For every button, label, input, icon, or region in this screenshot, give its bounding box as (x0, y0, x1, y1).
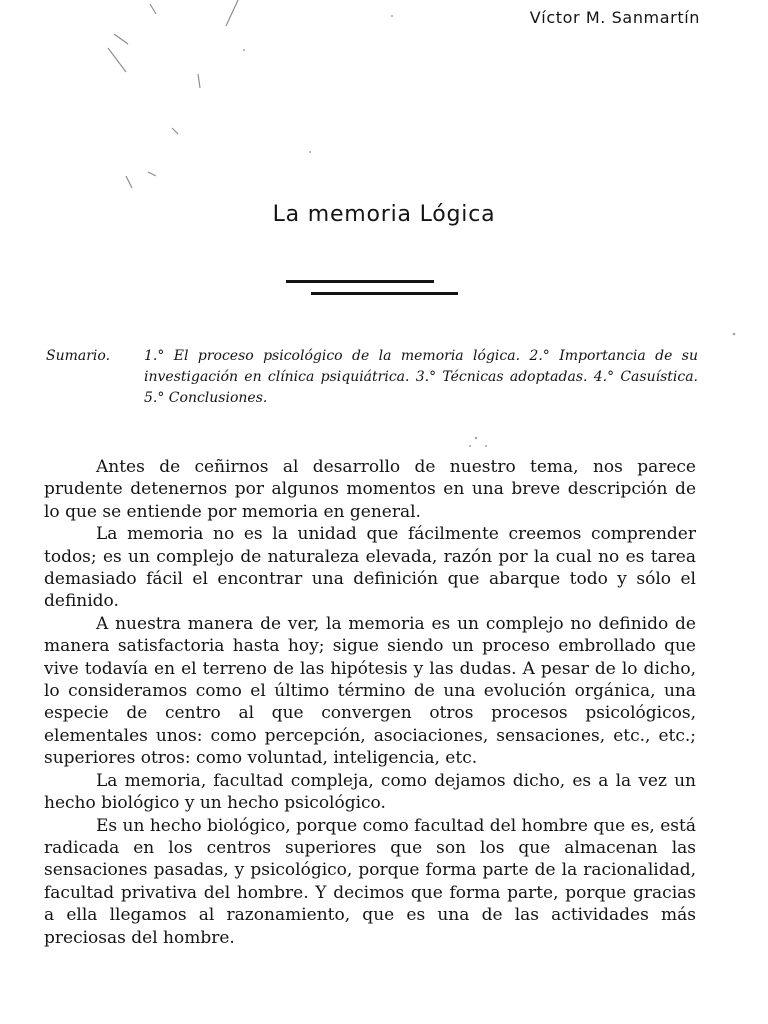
paragraph: A nuestra manera de ver, la memoria es un complejo no definido de manera satisfactoria hasta hoy; sigue siendo un proceso embrollado que vive todavía en el terreno de las hipótesis y las dudas. A pesar de lo dicho, lo consideramos como el último término de una evolución orgánica, una especie de centro al que convergen otros procesos psicológicos, elementales unos: como percepción, asociaciones, sensaciones, etc., etc.; superiores otros: como voluntad, inteligencia, etc. (44, 613, 696, 769)
paragraph: Es un hecho biológico, porque como facultad del hombre que es, está radicada en los centros superiores que son los que almacenan las sensaciones pasadas, y psicológico, porque forma parte de la racionalidad, facultad privativa del hombre. Y decimos que forma parte, porque gracias a ella llegamos al razonamiento, que es una de las actividades más preciosas del hombre. (44, 815, 696, 948)
article-title: La memoria Lógica (272, 202, 496, 227)
article-body (44, 456, 696, 949)
summary (46, 346, 698, 409)
author-name: Víctor M. Sanmartín (529, 8, 700, 27)
title-rule-top (286, 280, 434, 283)
summary-text: 1.° El proceso psicológico de la memoria lógica. 2.° Importancia de su investigación en clínica psiquiátrica. 3.° Técnicas adoptadas. 4.° Casuística. 5.° Conclusiones. (144, 348, 698, 406)
summary-label: Sumario. (46, 348, 111, 364)
paragraph: La memoria no es la unidad que fácilmente creemos comprender todos; es un complejo de naturaleza elevada, razón por la cual no es tarea demasiado fácil el encontrar una definición que abarque todo y sólo el definido. (44, 524, 696, 612)
paragraph: La memoria, facultad compleja, como dejamos dicho, es a la vez un hecho biológico y un hecho psicológico. (44, 770, 696, 814)
title-rule-bottom (311, 292, 458, 295)
paragraph: Antes de ceñirnos al desarrollo de nuestro tema, nos parece prudente detenernos por algunos momentos en una breve descripción de lo que se entiende por memoria en general. (44, 457, 696, 522)
